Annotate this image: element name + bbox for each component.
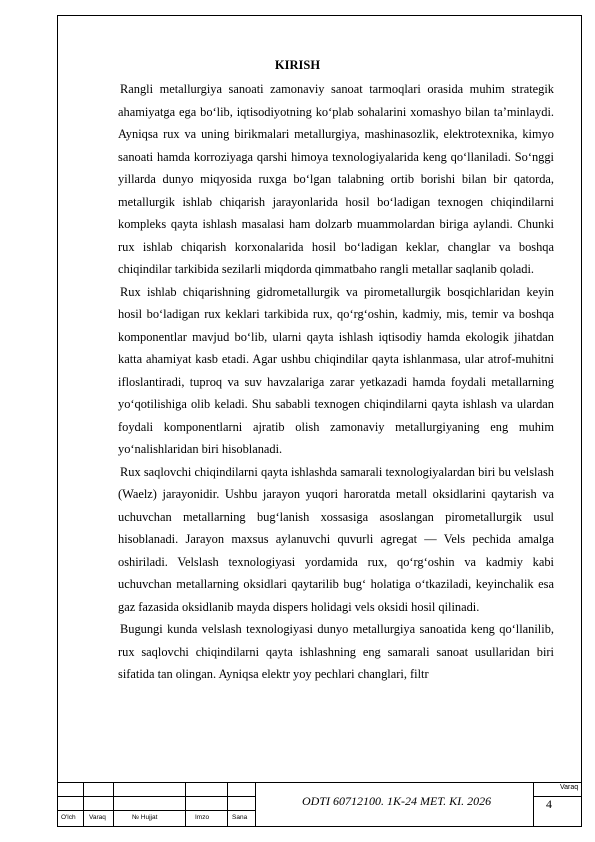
col-label-olch: O'lch xyxy=(61,814,76,821)
paragraph-4: Bugungi kunda velslash texnologiyasi dunyo metallurgiya sanoatida keng qo‘llanilib, rux saqlovchi chiqindilarni qayta ishlashning eng samarali sanoat usullaridan biri sifatida tan olingan. Ayniqsa elektr yoy pechlari changlari, filtr xyxy=(118,622,554,681)
col-label-sana: Sana xyxy=(232,814,248,821)
page-number: 4 xyxy=(546,797,552,811)
section-title: KIRISH xyxy=(274,58,321,72)
paragraph-1: Rangli metallurgiya sanoati zamonaviy sanoat tarmoqlari orasida muhim strategik ahamiyatga ega bo‘lib, iqtisodiyotning ko‘plab sohalarini xomashyo bilan ta’minlaydi. Ayniqsa rux va uning birikmalari metallurgiya, mashinasozlik, elektrotexnika, kimyo sanoati hamda korroziyaga qarshi himoya texnologiyalarida keng qo‘llaniladi. So‘nggi yillarda dunyo miqyosida ruxga bo‘lgan talabning ortib borishi bilan bir qatorda, metallurgik ishlab chiqarish jarayonlarida hosil bo‘ladigan texnogen chiqindilarni kompleks qayta ishlash masalasi ham dolzarb muammolardan biriga aylandi. Chunki rux ishlab chiqarish korxonalarida hosil bo‘ladigan keklar, changlar va boshqa chiqindilar tarkibida sezilarli miqdorda qimmatbaho rangli metallar saqlanib qoladi. xyxy=(118,82,554,276)
col-label-imzo: Imzo xyxy=(195,814,210,821)
document-code: ODTI 60712100. 1K-24 MET. KI. 2026 xyxy=(302,794,492,808)
paragraph-3: Rux saqlovchi chiqindilarni qayta ishlashda samarali texnologiyalardan biri bu velslash (Waelz) jarayonidir. Ushbu jarayon yuqori haroratda metall oksidlarini qaytarish va uchuvchan metallarning bug‘lanish xossasiga asoslangan pirometallurgik usul hisoblanadi. Jarayon maxsus aylanuvchi quvurli agregat — Vels pechida amalga oshiriladi. Velslash texnologiyasi yordamida rux, qo‘rg‘oshin va kadmiy kabi uchuvchan metallarning oksidlari qaytarilib bug‘ holatiga o‘tkaziladi, keyinchalik esa gaz fazasida oksidlanib mayda dispers holidagi vels oksidi hosil qilinadi. xyxy=(118,464,554,614)
document-body xyxy=(118,78,554,686)
sheet-label: Varaq xyxy=(560,784,579,791)
col-label-varaq: Varaq xyxy=(89,814,106,821)
paragraph-2: Rux ishlab chiqarishning gidrometallurgik va pirometallurgik bosqichlaridan keyin hosil bo‘ladigan rux keklari tarkibida rux, qo‘rg‘oshin, kadmiy, mis, temir va boshqa komponentlar mavjud bo‘lib, ularni qayta ishlash iqtisodiy hamda ekologik jihatdan katta ahamiyat kasb etadi. Agar ushbu chiqindilar qayta ishlanmasa, ular atrof-muhitni ifloslantiradi, tuproq va suv havzalariga zarar yetkazadi hamda foydali metallarning yo‘qotilishiga olib keladi. Shu sababli texnogen chiqindilarni qayta ishlash va ulardan foydali komponentlarni ajratib olish zamonaviy metallurgiyaning eng muhim yo‘nalishlaridan biri hisoblanadi. xyxy=(118,284,554,456)
col-label-hujjat: № Hujjat xyxy=(132,814,158,821)
